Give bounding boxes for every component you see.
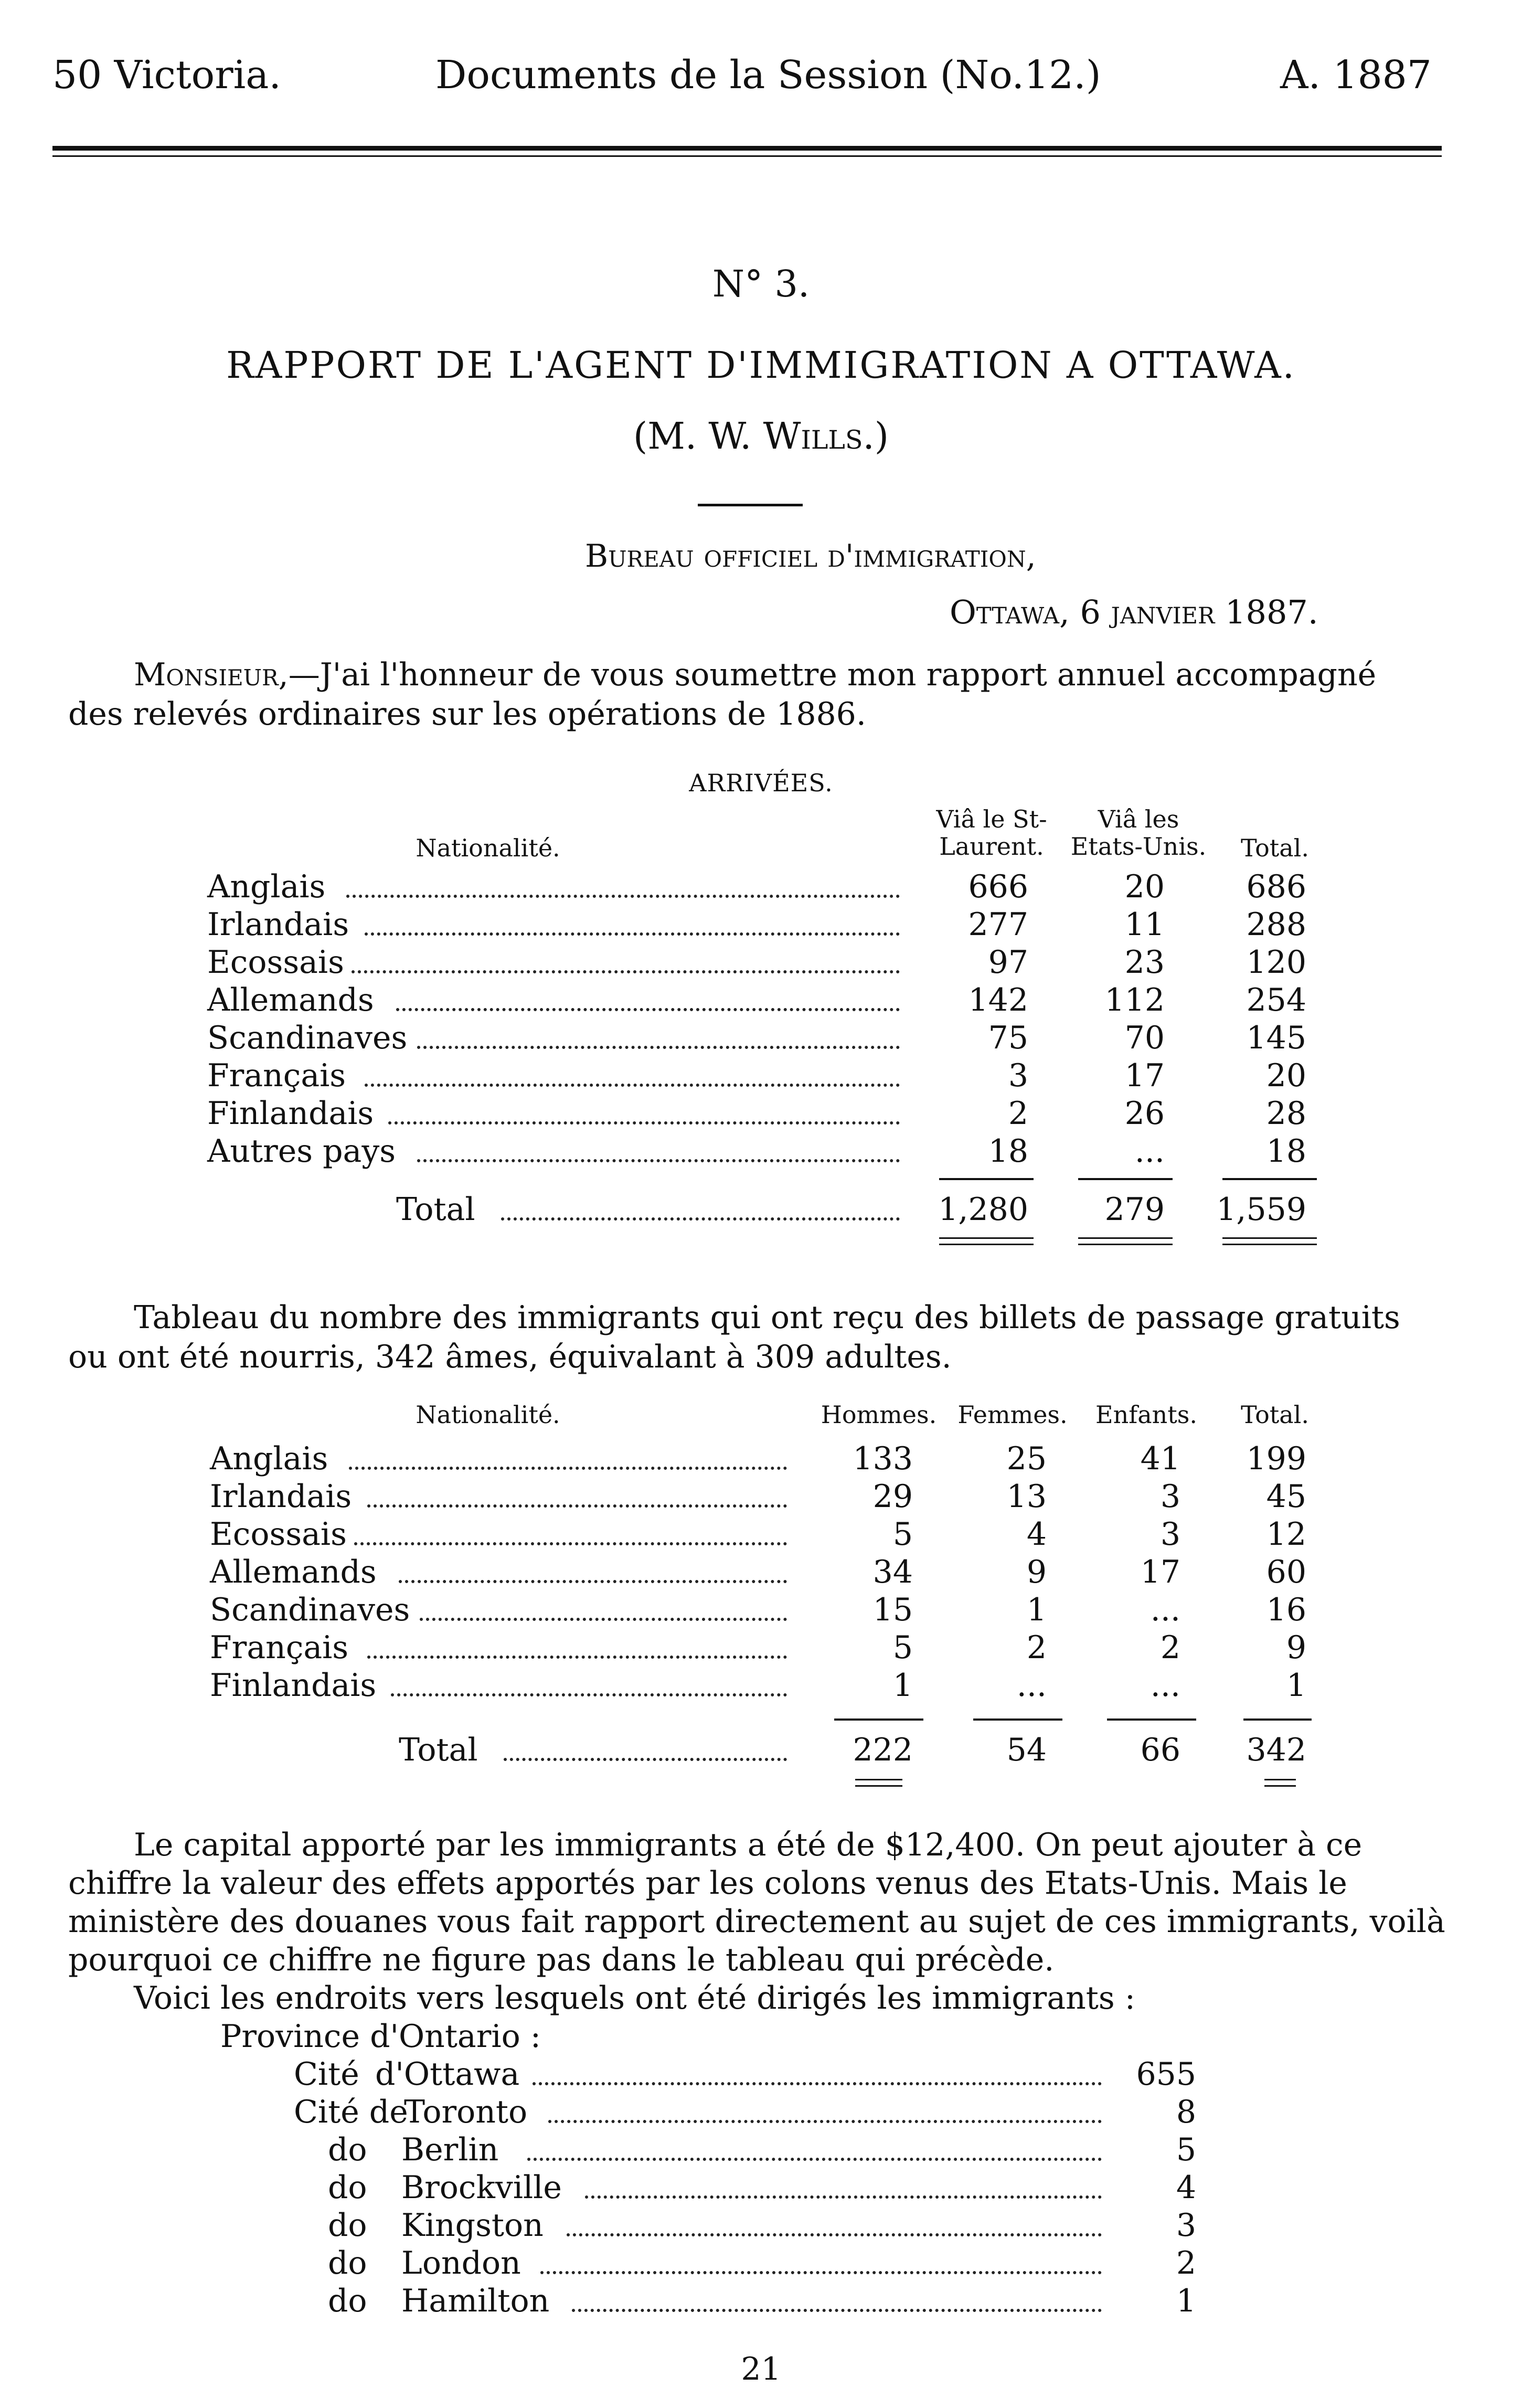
fp-row-leader bbox=[420, 1618, 787, 1621]
arrivals-row-label: Autres pays bbox=[207, 1133, 396, 1170]
arrivals-row-etats-unis: 26 bbox=[1124, 1095, 1165, 1132]
capital-line1: Le capital apporté par les immigrants a été de $12,400. On peut ajouter à ce bbox=[134, 1827, 1363, 1863]
fp-double-rule-2 bbox=[1264, 1779, 1296, 1787]
arrivals-total-leader bbox=[501, 1217, 900, 1221]
arrivals-double-rule-2 bbox=[1078, 1237, 1173, 1245]
arrivals-row-st-laurent: 75 bbox=[988, 1020, 1028, 1056]
fp-row bbox=[0, 1440, 1522, 1478]
destination-place: d'Ottawa bbox=[375, 2056, 520, 2093]
fp-row-total: 45 bbox=[1266, 1478, 1306, 1515]
destination-leader bbox=[533, 2082, 1102, 2085]
fp-row-enfants: ... bbox=[1150, 1667, 1180, 1704]
arrivals-row bbox=[0, 868, 1522, 906]
arrivals-total-total: 1,559 bbox=[1216, 1191, 1306, 1228]
fp-row-total: 9 bbox=[1286, 1629, 1306, 1666]
arrivals-row-leader bbox=[365, 932, 900, 936]
destination-count: 3 bbox=[1176, 2207, 1196, 2244]
destination-leader bbox=[527, 2158, 1102, 2161]
fp-row-total: 199 bbox=[1246, 1440, 1306, 1477]
fp-row-total: 16 bbox=[1266, 1592, 1306, 1628]
fp-row-enfants: 3 bbox=[1160, 1516, 1180, 1553]
intro-paragraph-line2: des relevés ordinaires sur les opérations de 1886. bbox=[68, 696, 866, 733]
arrivals-row-label: Ecossais bbox=[207, 944, 344, 981]
arrivals-total-row bbox=[0, 1191, 1522, 1229]
fp-row bbox=[0, 1629, 1522, 1667]
arrivals-col-nationality: Nationalité. bbox=[416, 834, 560, 862]
arrivals-row-label: Finlandais bbox=[207, 1095, 374, 1132]
arrivals-total-etats-unis: 279 bbox=[1104, 1191, 1165, 1228]
free-passage-line1: Tableau du nombre des immigrants qui ont reçu des billets de passage gratuits bbox=[134, 1299, 1400, 1336]
arrivals-row-label: Français bbox=[207, 1057, 346, 1094]
fp-row-enfants: 2 bbox=[1160, 1629, 1180, 1666]
fp-col-enfants: Enfants. bbox=[1095, 1401, 1197, 1429]
arrivals-row bbox=[0, 1057, 1522, 1095]
destination-prefix: Cité bbox=[294, 2056, 359, 2093]
destination-count: 8 bbox=[1176, 2094, 1196, 2130]
destination-row bbox=[0, 2131, 1522, 2169]
destination-place: Berlin bbox=[401, 2131, 499, 2168]
destination-leader bbox=[548, 2120, 1102, 2123]
fp-total-total: 342 bbox=[1246, 1732, 1306, 1768]
fp-row-hommes: 5 bbox=[892, 1516, 913, 1553]
document-number: N° 3. bbox=[712, 262, 810, 305]
arrivals-row-total: 254 bbox=[1246, 982, 1306, 1019]
destinations-province: Province d'Ontario : bbox=[220, 2018, 541, 2055]
fp-row-hommes: 1 bbox=[892, 1667, 913, 1704]
fp-row-femmes: 4 bbox=[1026, 1516, 1047, 1553]
fp-col-femmes: Femmes. bbox=[957, 1401, 1068, 1429]
arrivals-row bbox=[0, 982, 1522, 1020]
destination-row bbox=[0, 2169, 1522, 2207]
destination-count: 5 bbox=[1176, 2131, 1196, 2168]
fp-total-enfants: 66 bbox=[1140, 1732, 1180, 1768]
fp-col-total: Total. bbox=[1240, 1401, 1310, 1429]
arrivals-row-label: Irlandais bbox=[207, 906, 349, 943]
fp-row-label: Ecossais bbox=[210, 1516, 347, 1553]
destination-place: Toronto bbox=[404, 2094, 528, 2130]
free-passage-line2: ou ont été nourris, 342 âmes, équivalant à 309 adultes. bbox=[68, 1339, 952, 1375]
fp-col-hommes: Hommes. bbox=[821, 1401, 937, 1429]
intro-text-1: —J'ai l'honneur de vous soumettre mon rapport annuel accompagné bbox=[288, 656, 1377, 693]
fp-row bbox=[0, 1667, 1522, 1705]
arrivals-row-etats-unis: 23 bbox=[1124, 944, 1165, 981]
arrivals-row bbox=[0, 906, 1522, 944]
destination-prefix: Cité de bbox=[294, 2094, 408, 2130]
header-center: Documents de la Session (No.12.) bbox=[435, 52, 1101, 98]
header-left: 50 Victoria. bbox=[52, 52, 281, 98]
arrivals-row-etats-unis: 17 bbox=[1124, 1057, 1165, 1094]
fp-row-enfants: 17 bbox=[1140, 1554, 1180, 1590]
arrivals-row-leader bbox=[417, 1159, 900, 1162]
arrivals-row-leader bbox=[396, 1008, 900, 1011]
arrivals-row bbox=[0, 1133, 1522, 1171]
destination-prefix: do bbox=[328, 2131, 367, 2168]
arrivals-col-etats-unis bbox=[1052, 805, 1225, 860]
arrivals-row-st-laurent: 3 bbox=[1008, 1057, 1028, 1094]
fp-row-total: 60 bbox=[1266, 1554, 1306, 1590]
fp-row-enfants: 3 bbox=[1160, 1478, 1180, 1515]
arrivals-total-rule-3 bbox=[1222, 1178, 1317, 1180]
arrivals-row-leader bbox=[388, 1121, 900, 1125]
arrivals-heading: ARRIVÉES. bbox=[689, 769, 833, 797]
arrivals-row-leader bbox=[352, 970, 900, 973]
arrivals-row bbox=[0, 1020, 1522, 1057]
fp-row-femmes: 13 bbox=[1006, 1478, 1047, 1515]
fp-row-femmes: ... bbox=[1016, 1667, 1047, 1704]
fp-row bbox=[0, 1516, 1522, 1554]
document-author: (M. W. Wills.) bbox=[633, 415, 889, 458]
fp-row-total: 1 bbox=[1286, 1667, 1306, 1704]
destination-row bbox=[0, 2056, 1522, 2094]
fp-row-femmes: 1 bbox=[1026, 1592, 1047, 1628]
fp-row-femmes: 25 bbox=[1006, 1440, 1047, 1477]
page-number: 21 bbox=[741, 2351, 781, 2388]
destinations-intro: Voici les endroits vers lesquels ont été dirigés les immigrants : bbox=[134, 1980, 1135, 2017]
destination-prefix: do bbox=[328, 2283, 367, 2319]
arrivals-row-leader bbox=[365, 1084, 900, 1087]
intro-paragraph-line1 bbox=[134, 656, 1376, 694]
destination-prefix: do bbox=[328, 2169, 367, 2206]
fp-total-rule-1 bbox=[834, 1719, 923, 1721]
fp-row-hommes: 15 bbox=[872, 1592, 913, 1628]
fp-total-leader bbox=[504, 1758, 787, 1761]
fp-row-hommes: 29 bbox=[872, 1478, 913, 1515]
destination-place: Kingston bbox=[401, 2207, 544, 2244]
salutation: Monsieur, bbox=[134, 656, 289, 693]
arrivals-row-label: Anglais bbox=[207, 868, 326, 905]
arrivals-row-total: 120 bbox=[1246, 944, 1306, 981]
fp-row bbox=[0, 1554, 1522, 1592]
fp-row-label: Scandinaves bbox=[210, 1592, 410, 1628]
destination-count: 2 bbox=[1176, 2245, 1196, 2282]
arrivals-row-leader bbox=[346, 895, 900, 898]
arrivals-row-total: 28 bbox=[1266, 1095, 1306, 1132]
col-etats-unis-line2: Etats-Unis. bbox=[1070, 832, 1207, 861]
fp-total-row bbox=[0, 1732, 1522, 1769]
fp-row-leader bbox=[354, 1542, 787, 1545]
arrivals-total-st-laurent: 1,280 bbox=[938, 1191, 1028, 1228]
document-title: RAPPORT DE L'AGENT D'IMMIGRATION A OTTAWA. bbox=[226, 344, 1296, 387]
fp-total-femmes: 54 bbox=[1006, 1732, 1047, 1768]
fp-row bbox=[0, 1592, 1522, 1629]
arrivals-row-leader bbox=[417, 1046, 900, 1049]
bureau-line: Bureau officiel d'immigration, bbox=[585, 538, 1036, 575]
arrivals-row bbox=[0, 1095, 1522, 1133]
place-date: Ottawa, 6 janvier 1887. bbox=[950, 593, 1318, 631]
destination-count: 655 bbox=[1136, 2056, 1196, 2093]
arrivals-total-rule-2 bbox=[1078, 1178, 1173, 1180]
arrivals-row-etats-unis: 20 bbox=[1124, 868, 1165, 905]
header-rule-thick bbox=[52, 146, 1442, 151]
fp-row-leader bbox=[399, 1580, 787, 1583]
arrivals-col-total: Total. bbox=[1240, 834, 1310, 862]
fp-double-rule-1 bbox=[855, 1779, 902, 1787]
fp-row bbox=[0, 1478, 1522, 1516]
destination-leader bbox=[572, 2309, 1102, 2312]
arrivals-row-total: 20 bbox=[1266, 1057, 1306, 1094]
fp-row-leader bbox=[349, 1467, 787, 1470]
destination-row bbox=[0, 2245, 1522, 2283]
destination-place: London bbox=[401, 2245, 521, 2282]
capital-line3: ministère des douanes vous fait rapport directement au sujet de ces immigrants, voilà bbox=[68, 1903, 1445, 1940]
fp-row-femmes: 9 bbox=[1026, 1554, 1047, 1590]
destination-leader bbox=[567, 2233, 1102, 2236]
capital-line4: pourquoi ce chiffre ne figure pas dans le tableau qui précède. bbox=[68, 1942, 1055, 1978]
arrivals-total-label: Total bbox=[396, 1191, 475, 1228]
destination-row bbox=[0, 2207, 1522, 2245]
capital-line2: chiffre la valeur des effets apportés par les colons venus des Etats-Unis. Mais le bbox=[68, 1865, 1347, 1902]
arrivals-row-total: 18 bbox=[1266, 1133, 1306, 1170]
destination-leader bbox=[540, 2271, 1102, 2274]
arrivals-row-st-laurent: 142 bbox=[968, 982, 1028, 1019]
fp-row-leader bbox=[367, 1504, 787, 1508]
fp-row-leader bbox=[367, 1656, 787, 1659]
fp-total-rule-4 bbox=[1243, 1719, 1312, 1721]
fp-row-label: Français bbox=[210, 1629, 349, 1666]
fp-total-rule-3 bbox=[1107, 1719, 1196, 1721]
fp-total-label: Total bbox=[399, 1732, 478, 1768]
arrivals-double-rule-1 bbox=[939, 1237, 1034, 1245]
fp-total-rule-2 bbox=[973, 1719, 1062, 1721]
destination-prefix: do bbox=[328, 2245, 367, 2282]
arrivals-row-st-laurent: 2 bbox=[1008, 1095, 1028, 1132]
fp-total-hommes: 222 bbox=[853, 1732, 913, 1768]
arrivals-row-etats-unis: 70 bbox=[1124, 1020, 1165, 1056]
arrivals-row-st-laurent: 97 bbox=[988, 944, 1028, 981]
arrivals-row bbox=[0, 944, 1522, 982]
fp-row-leader bbox=[391, 1693, 787, 1696]
title-divider bbox=[698, 504, 803, 506]
arrivals-row-total: 145 bbox=[1246, 1020, 1306, 1056]
col-etats-unis-line1: Viâ les bbox=[1098, 805, 1179, 833]
arrivals-double-rule-3 bbox=[1222, 1237, 1317, 1245]
destination-row bbox=[0, 2094, 1522, 2131]
header-rule-thin bbox=[52, 155, 1442, 157]
col-st-laurent-line1: Viâ le St- bbox=[936, 805, 1047, 833]
header-right: A. 1887 bbox=[1280, 52, 1432, 98]
fp-row-label: Irlandais bbox=[210, 1478, 352, 1515]
fp-row-femmes: 2 bbox=[1026, 1629, 1047, 1666]
arrivals-row-total: 288 bbox=[1246, 906, 1306, 943]
destination-count: 4 bbox=[1176, 2169, 1196, 2206]
fp-row-total: 12 bbox=[1266, 1516, 1306, 1553]
destination-leader bbox=[585, 2195, 1102, 2199]
destination-place: Hamilton bbox=[401, 2283, 550, 2319]
arrivals-row-etats-unis: 112 bbox=[1104, 982, 1165, 1019]
arrivals-row-total: 686 bbox=[1246, 868, 1306, 905]
fp-row-hommes: 34 bbox=[872, 1554, 913, 1590]
arrivals-row-etats-unis: 11 bbox=[1124, 906, 1165, 943]
fp-row-hommes: 5 bbox=[892, 1629, 913, 1666]
destination-prefix: do bbox=[328, 2207, 367, 2244]
arrivals-total-rule-1 bbox=[939, 1178, 1034, 1180]
arrivals-row-st-laurent: 18 bbox=[988, 1133, 1028, 1170]
col-st-laurent-line2: Laurent. bbox=[939, 832, 1044, 861]
fp-row-enfants: ... bbox=[1150, 1592, 1180, 1628]
fp-col-nationality: Nationalité. bbox=[416, 1401, 560, 1429]
arrivals-col-st-laurent bbox=[913, 805, 1070, 860]
destination-count: 1 bbox=[1176, 2283, 1196, 2319]
fp-row-enfants: 41 bbox=[1140, 1440, 1180, 1477]
arrivals-row-label: Scandinaves bbox=[207, 1020, 408, 1056]
fp-row-label: Finlandais bbox=[210, 1667, 377, 1704]
fp-row-label: Allemands bbox=[210, 1554, 377, 1590]
fp-row-hommes: 133 bbox=[853, 1440, 913, 1477]
fp-row-label: Anglais bbox=[210, 1440, 328, 1477]
destination-row bbox=[0, 2283, 1522, 2320]
arrivals-row-etats-unis: ... bbox=[1134, 1133, 1165, 1170]
arrivals-row-st-laurent: 666 bbox=[968, 868, 1028, 905]
destination-place: Brockville bbox=[401, 2169, 562, 2206]
arrivals-row-st-laurent: 277 bbox=[968, 906, 1028, 943]
arrivals-row-label: Allemands bbox=[207, 982, 374, 1019]
